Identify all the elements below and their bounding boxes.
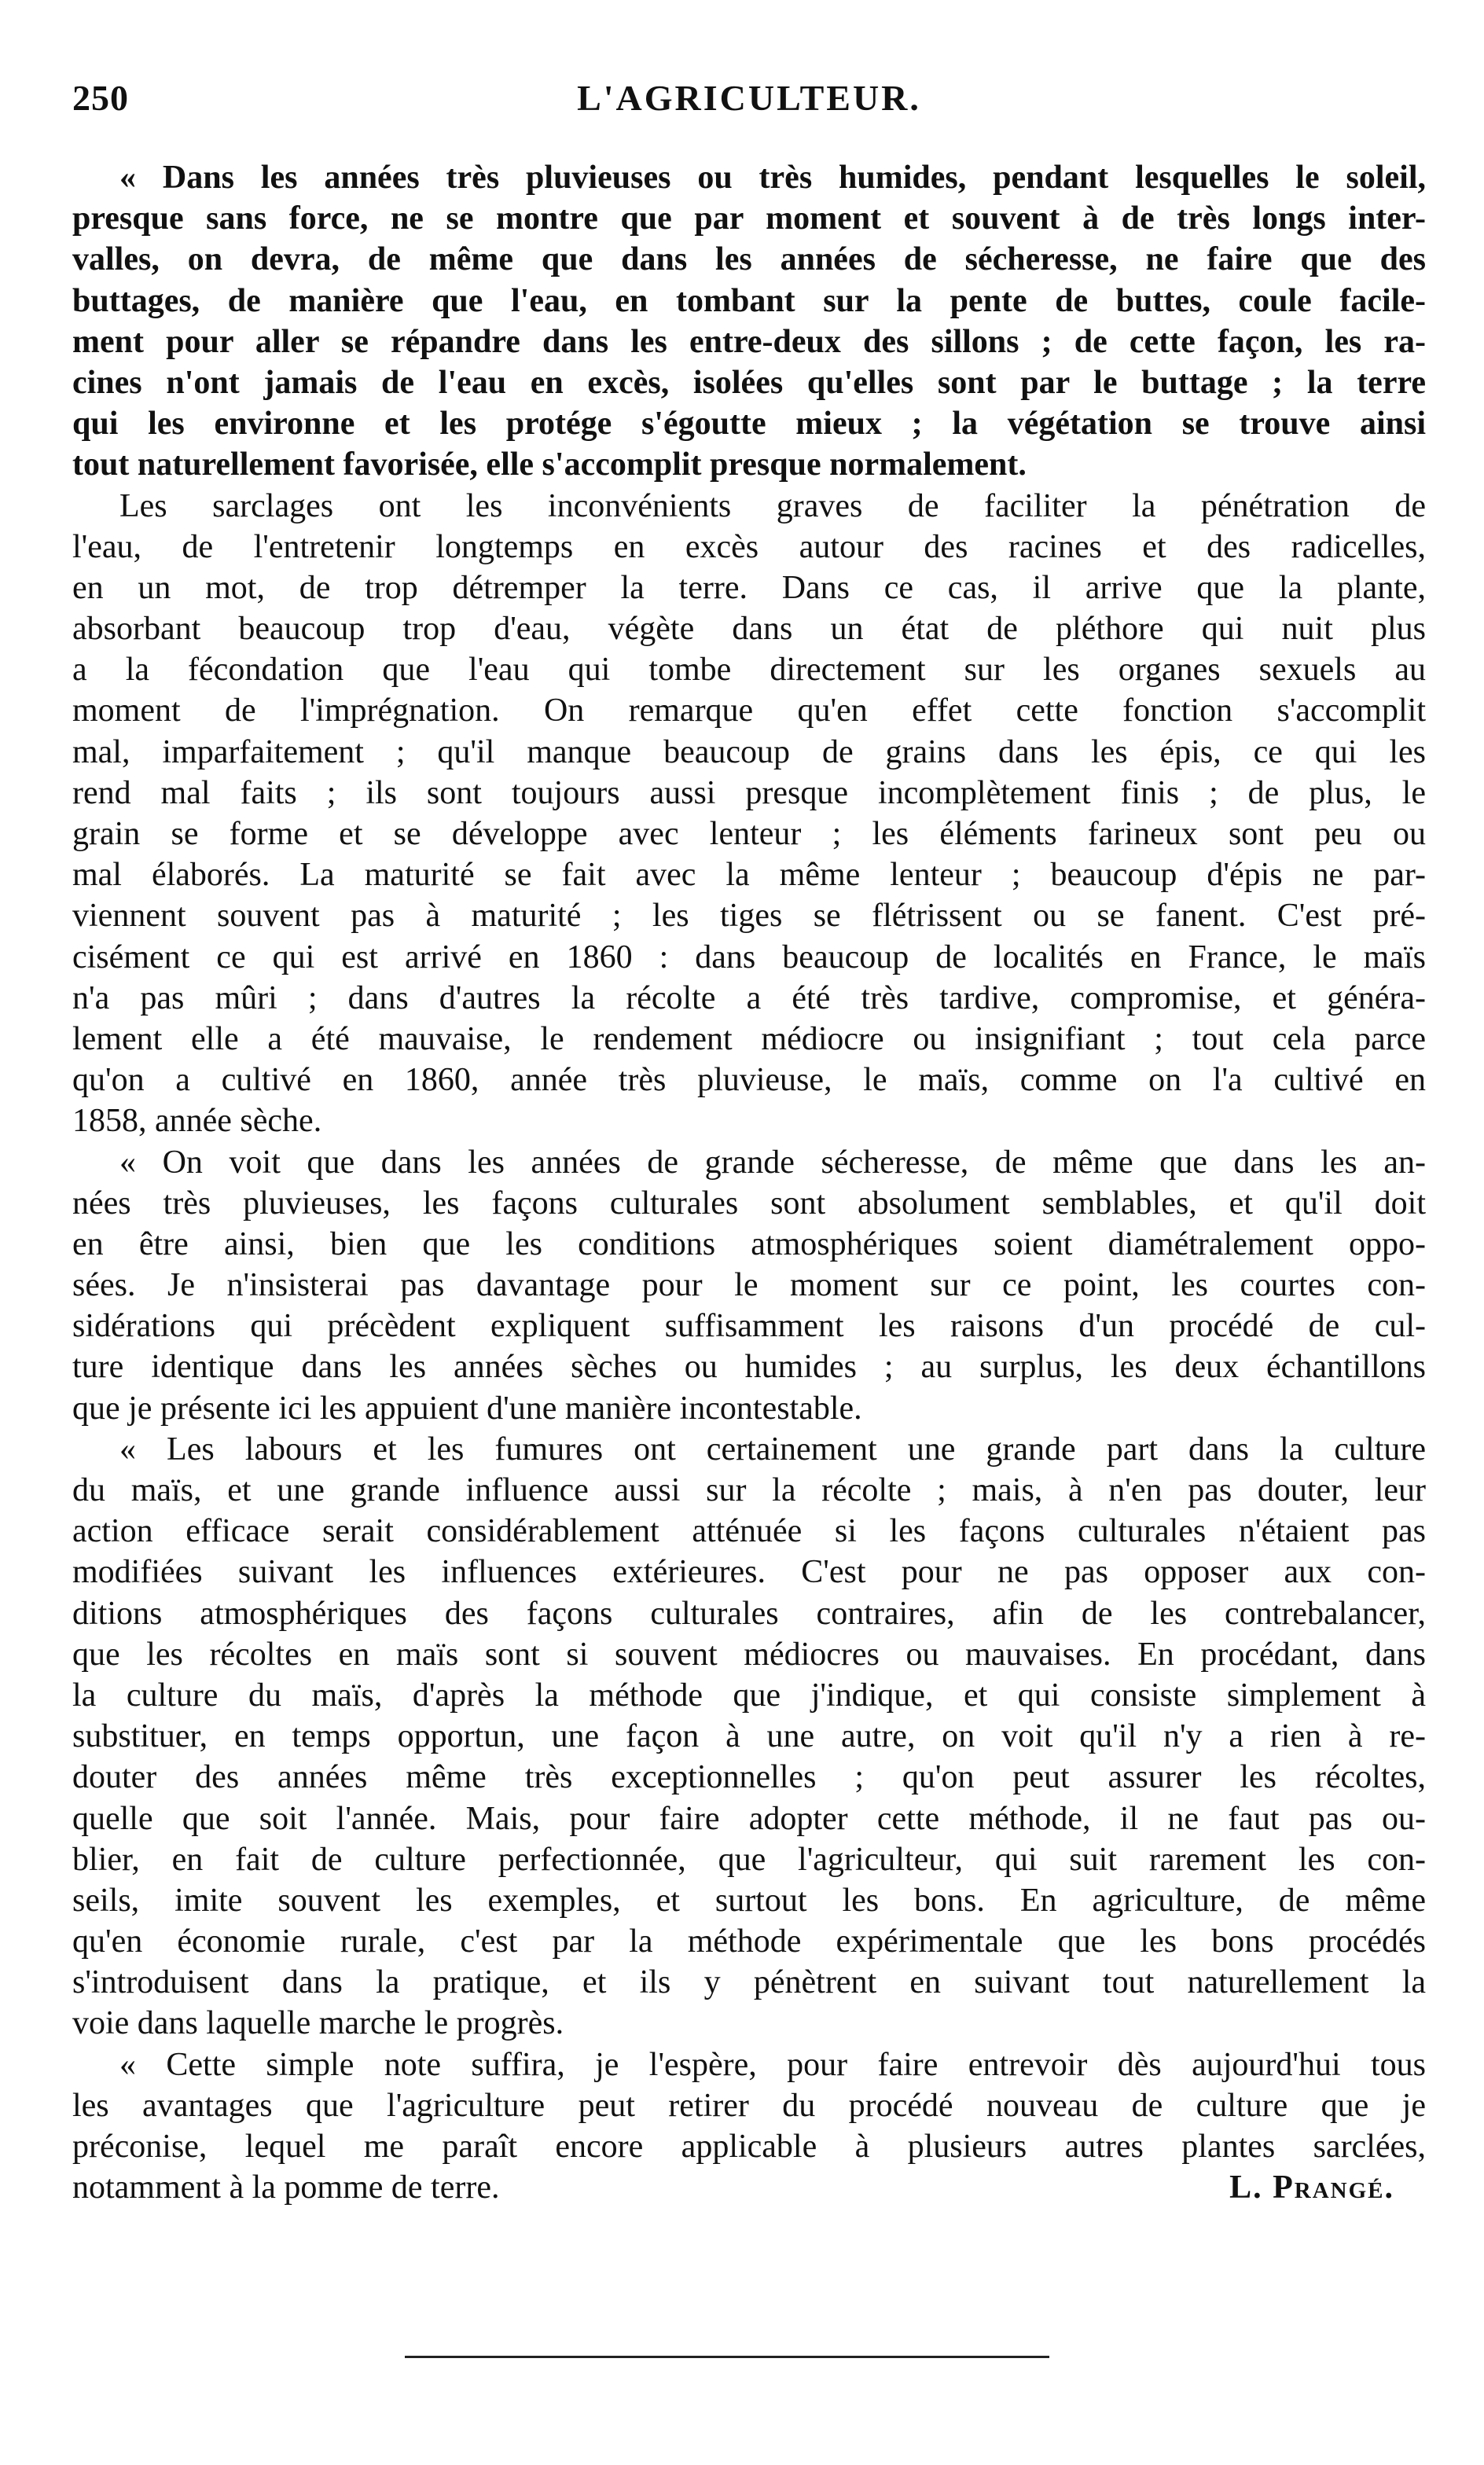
text-line: voie dans laquelle marche le progrès. (72, 2005, 564, 2042)
text-line: valles, on devra, de même que dans les années de sécheresse, ne faire que des (72, 241, 1426, 278)
text-line: « Dans les années très pluvieuses ou très humides, pendant lesquelles le soleil, (119, 160, 1426, 196)
bottom-rule (405, 2356, 1049, 2358)
text-line: 1858, année sèche. (72, 1103, 322, 1140)
text-line: sées. Je n'insisterai pas davantage pour le moment sur ce point, les courtes con- (72, 1267, 1426, 1304)
text-line: ture identique dans les années sèches ou humides ; au surplus, les deux échantillons (72, 1349, 1426, 1386)
text-line: préconise, lequel me paraît encore applicable à plusieurs autres plantes sarclées, (72, 2129, 1426, 2165)
text-line: qui les environne et les protége s'égoutte mieux ; la végétation se trouve ainsi (72, 406, 1426, 443)
text-line: sidérations qui précèdent expliquent suffisamment les raisons d'un procédé de cul- (72, 1308, 1426, 1345)
text-line: quelle que soit l'année. Mais, pour faire adopter cette méthode, il ne faut pas ou- (72, 1800, 1426, 1837)
paragraph (72, 486, 1426, 1142)
text-line: ment pour aller se répandre dans les entre-deux des sillons ; de cette façon, les ra- (72, 323, 1426, 360)
page-number: 250 (72, 78, 129, 118)
text-line: s'introduisent dans la pratique, et ils y pénètrent en suivant tout naturellement la (72, 1964, 1426, 2001)
text-line: blier, en fait de culture perfectionnée, que l'agriculteur, qui suit rarement les con- (72, 1841, 1426, 1878)
author-signature: L. Prangé. (1229, 2169, 1394, 2206)
text-line: douter des années même très exceptionnelles ; qu'on peut assurer les récoltes, (72, 1759, 1426, 1796)
text-line: viennent souvent pas à maturité ; les tiges se flétrissent ou se fanent. C'est pré- (72, 898, 1426, 935)
paragraph (72, 157, 1426, 486)
text-line: presque sans force, ne se montre que par moment et souvent à de très longs inter- (72, 200, 1426, 237)
text-line: substituer, en temps opportun, une façon à une autre, on voit qu'il n'y a rien à re- (72, 1718, 1426, 1755)
text-line: ditions atmosphériques des façons culturales contraires, afin de les contrebalancer, (72, 1595, 1426, 1632)
text-line: tout naturellement favorisée, elle s'accomplit presque normalement. (72, 446, 1027, 483)
text-line: en un mot, de trop détremper la terre. Dans ce cas, il arrive que la plante, (72, 569, 1426, 606)
closing-line (72, 2167, 1426, 2208)
text-line: action efficace serait considérablement atténuée si les façons culturales n'étaient pas (72, 1513, 1426, 1550)
text-line: l'eau, de l'entretenir longtemps en excès autour des racines et des radicelles, (72, 528, 1426, 565)
text-line: nées très pluvieuses, les façons culturales sont absolument semblables, et qu'il doit (72, 1185, 1426, 1221)
text-line: a la fécondation que l'eau qui tombe directement sur les organes sexuels au (72, 652, 1426, 689)
text-line: la culture du maïs, d'après la méthode que j'indique, et qui consiste simplement à (72, 1677, 1426, 1714)
text-line: grain se forme et se développe avec lenteur ; les éléments farineux sont peu ou (72, 816, 1426, 852)
text-line: rend mal faits ; ils sont toujours aussi presque incomplètement finis ; de plus, le (72, 774, 1426, 811)
paragraph (72, 1429, 1426, 2044)
text-line: « Cette simple note suffira, je l'espère, pour faire entrevoir dès aujourd'hui tous (119, 2046, 1426, 2083)
text-line: buttages, de manière que l'eau, en tombant sur la pente de buttes, coule facile- (72, 282, 1426, 319)
text-line: n'a pas mûri ; dans d'autres la récolte a été très tardive, compromise, et généra- (72, 979, 1426, 1016)
text-line: qu'on a cultivé en 1860, année très pluvieuse, le maïs, comme on l'a cultivé en (72, 1062, 1426, 1099)
text-line: moment de l'imprégnation. On remarque qu'en effet cette fonction s'accomplit (72, 692, 1426, 729)
running-title: L'AGRICULTEUR. (577, 78, 921, 118)
text-line: mal élaborés. La maturité se fait avec la même lenteur ; beaucoup d'épis ne par- (72, 857, 1426, 894)
text-line: mal, imparfaitement ; qu'il manque beaucoup de grains dans les épis, ce qui les (72, 733, 1426, 770)
text-line: qu'en économie rurale, c'est par la méthode expérimentale que les bons procédés (72, 1923, 1426, 1960)
text-line: lement elle a été mauvaise, le rendement médiocre ou insignifiant ; tout cela parce (72, 1020, 1426, 1057)
text-line: en être ainsi, bien que les conditions atmosphériques soient diamétralement oppo- (72, 1225, 1426, 1262)
text-line: « Les labours et les fumures ont certainement une grande part dans la culture (119, 1431, 1426, 1468)
article-body (72, 157, 1426, 2208)
text-line: absorbant beaucoup trop d'eau, végète dans un état de pléthore qui nuit plus (72, 611, 1426, 648)
text-line: cisément ce qui est arrivé en 1860 : dans beaucoup de localités en France, le maïs (72, 939, 1426, 975)
paragraph (72, 1142, 1426, 1429)
text-line: les avantages que l'agriculture peut retirer du procédé nouveau de culture que je (72, 2087, 1426, 2124)
text-line: modifiées suivant les influences extérieures. C'est pour ne pas opposer aux con- (72, 1554, 1426, 1591)
text-line: Les sarclages ont les inconvénients graves de faciliter la pénétration de (119, 487, 1426, 524)
text-line: du maïs, et une grande influence aussi sur la récolte ; mais, à n'en pas douter, leur (72, 1472, 1426, 1508)
text-line: seils, imite souvent les exemples, et surtout les bons. En agriculture, de même (72, 1882, 1426, 1919)
text-line: que je présente ici les appuient d'une manière incontestable. (72, 1390, 862, 1427)
text-line: cines n'ont jamais de l'eau en excès, isolées qu'elles sont par le buttage ; la terre (72, 364, 1426, 401)
paragraph (72, 2044, 1426, 2209)
closing-text: notamment à la pomme de terre. (72, 2169, 500, 2206)
text-line: « On voit que dans les années de grande sécheresse, de même que dans les an- (119, 1144, 1426, 1181)
text-line: que les récoltes en maïs sont si souvent médiocres ou mauvaises. En procédant, dans (72, 1636, 1426, 1673)
page-header (72, 77, 1426, 132)
